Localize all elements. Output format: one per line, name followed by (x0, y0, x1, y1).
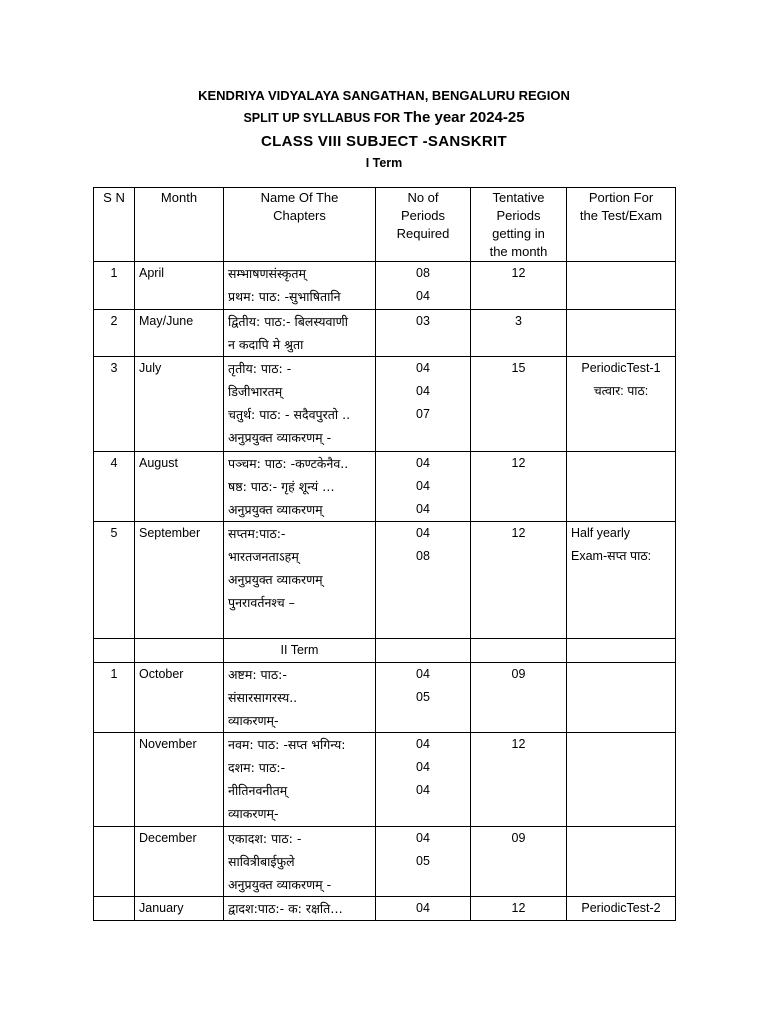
cell-line: Exam-सप्त पाठ: (571, 549, 652, 563)
cell-line: Tentative (492, 190, 545, 205)
cell-line: अनुप्रयुक्त व्याकरणम् - (228, 430, 332, 445)
cell-line: षष्ठ: पाठ:- गृहं शून्यं … (228, 479, 335, 494)
cell-line: getting in (492, 226, 545, 241)
cell-sn: 1 (94, 663, 135, 733)
cell-periods (376, 827, 471, 897)
cell-empty (376, 639, 471, 663)
cell-line: 04 (416, 526, 430, 540)
cell-line: 04 (416, 502, 430, 516)
cell-line: 04 (416, 456, 430, 470)
cell-month: May/June (135, 310, 224, 357)
cell-line: 05 (416, 690, 430, 704)
cell-tentative: 12 (471, 262, 567, 310)
cell-portion (567, 663, 676, 733)
cell-line: पुनरावर्तनश्च – (228, 595, 295, 610)
cell-line: नवम: पाठ: -सप्त भगिन्य: (228, 737, 346, 752)
col-header-sn: S N (94, 188, 135, 262)
cell-line: 04 (416, 783, 430, 797)
cell-line: 08 (416, 549, 430, 563)
cell-periods (376, 310, 471, 357)
table-row (94, 452, 676, 522)
cell-line: एकादश: पाठ: - (228, 831, 302, 846)
cell-sn (94, 827, 135, 897)
cell-tentative: 3 (471, 310, 567, 357)
cell-sn (94, 897, 135, 921)
cell-month: November (135, 733, 224, 827)
cell-periods (376, 452, 471, 522)
cell-line: 03 (416, 314, 430, 328)
cell-tentative: 12 (471, 733, 567, 827)
cell-portion (567, 733, 676, 827)
cell-tentative: 09 (471, 827, 567, 897)
cell-chapters (224, 897, 376, 921)
cell-line: नीतिनवनीतम् (228, 783, 288, 798)
cell-line: 05 (416, 854, 430, 868)
cell-line: 08 (416, 266, 430, 280)
table-row (94, 663, 676, 733)
cell-empty (567, 639, 676, 663)
cell-line: तृतीय: पाठ: - (228, 361, 292, 376)
cell-line: अनुप्रयुक्त व्याकरणम् (228, 502, 323, 517)
cell-periods (376, 733, 471, 827)
col-header-chapters (224, 188, 376, 262)
cell-line: न कदापि मे श्रुता (228, 337, 304, 352)
cell-periods (376, 357, 471, 452)
cell-line: 04 (416, 760, 430, 774)
cell-portion (567, 357, 676, 452)
cell-line: अनुप्रयुक्त व्याकरणम् - (228, 877, 332, 892)
cell-sn: 3 (94, 357, 135, 452)
cell-line: सावित्रीबाईफुले (228, 854, 295, 869)
cell-line: डिजीभारतम् (228, 384, 283, 399)
cell-sn: 2 (94, 310, 135, 357)
cell-line: चतुर्थ: पाठ: - सदैवपुरतो .. (228, 407, 351, 422)
col-header-month: Month (135, 188, 224, 262)
syllabus-table (93, 187, 676, 921)
cell-line: Periods (400, 208, 446, 223)
cell-line: 04 (416, 831, 430, 845)
cell-tentative: 09 (471, 663, 567, 733)
cell-line: चत्वार: पाठ: (593, 384, 649, 398)
cell-line: अष्टम: पाठ:- (228, 667, 287, 682)
cell-chapters (224, 357, 376, 452)
cell-periods (376, 663, 471, 733)
cell-line: 04 (416, 479, 430, 493)
cell-line: 04 (416, 361, 430, 375)
cell-line: व्याकरणम्- (228, 713, 279, 728)
cell-line: संसारसागरस्य.. (228, 690, 298, 705)
cell-chapters (224, 522, 376, 639)
cell-line: अनुप्रयुक्त व्याकरणम् (228, 572, 323, 587)
cell-line: the Test/Exam (579, 208, 663, 223)
cell-line: 04 (416, 384, 430, 398)
syllabus-title (0, 109, 768, 126)
cell-line: Periods (496, 208, 541, 223)
class-subject-title: CLASS VIII SUBJECT -SANSKRIT (261, 133, 507, 150)
table-row (94, 357, 676, 452)
cell-line: PeriodicTest-1 (581, 361, 661, 375)
cell-chapters (224, 262, 376, 310)
cell-month: August (135, 452, 224, 522)
cell-line: व्याकरणम्- (228, 806, 279, 821)
cell-month: September (135, 522, 224, 639)
cell-portion (567, 827, 676, 897)
cell-month: December (135, 827, 224, 897)
cell-line: सप्तम:पाठ:- (228, 526, 286, 541)
cell-chapters (224, 310, 376, 357)
cell-portion (567, 522, 676, 639)
cell-line: Required (396, 226, 450, 241)
table-row (94, 897, 676, 921)
term2-title: II Term (224, 639, 376, 663)
cell-line: Chapters (273, 208, 326, 223)
cell-line: पञ्चम: पाठ: -कण्टकेनैव.. (228, 456, 349, 471)
col-header-tentative (471, 188, 567, 262)
col-header-portion (567, 188, 676, 262)
cell-month: October (135, 663, 224, 733)
syllabus-title-prefix: SPLIT UP SYLLABUS FOR (243, 111, 404, 125)
col-header-periods (376, 188, 471, 262)
syllabus-year: The year 2024-25 (403, 109, 525, 126)
term2-row (94, 639, 676, 663)
cell-line: PeriodicTest-2 (581, 901, 661, 915)
cell-sn: 4 (94, 452, 135, 522)
cell-line: Portion For (588, 190, 654, 205)
cell-periods (376, 522, 471, 639)
cell-line: 04 (416, 901, 430, 915)
cell-chapters (224, 452, 376, 522)
cell-month: July (135, 357, 224, 452)
term1-title: I Term (365, 156, 403, 170)
cell-empty (135, 639, 224, 663)
cell-chapters (224, 733, 376, 827)
table-header-row (94, 188, 676, 262)
cell-line: सम्भाषणसंस्कृतम् (228, 266, 307, 281)
cell-line: 04 (416, 667, 430, 681)
cell-tentative: 12 (471, 452, 567, 522)
cell-empty (471, 639, 567, 663)
cell-line: 04 (416, 289, 430, 303)
cell-month: January (135, 897, 224, 921)
cell-line: 07 (416, 407, 430, 421)
org-title: KENDRIYA VIDYALAYA SANGATHAN, BENGALURU REGION (198, 88, 570, 103)
cell-tentative: 12 (471, 897, 567, 921)
cell-portion (567, 897, 676, 921)
cell-line: भारतजनताऽहम् (228, 549, 299, 564)
cell-line: Name Of The (260, 190, 339, 205)
table-row (94, 827, 676, 897)
table-row (94, 522, 676, 639)
cell-line: Half yearly (571, 526, 631, 540)
cell-sn (94, 733, 135, 827)
table-row (94, 262, 676, 310)
cell-portion (567, 452, 676, 522)
cell-line: No of (407, 190, 439, 205)
cell-line: द्वादश:पाठ:- क: रक्षति… (228, 901, 343, 916)
table-row (94, 310, 676, 357)
cell-line: प्रथम: पाठ: -सुभाषितानि (228, 289, 341, 304)
cell-periods (376, 262, 471, 310)
cell-line: 04 (416, 737, 430, 751)
cell-line: the month (489, 244, 548, 259)
cell-tentative: 15 (471, 357, 567, 452)
cell-chapters (224, 827, 376, 897)
cell-tentative: 12 (471, 522, 567, 639)
cell-portion (567, 262, 676, 310)
cell-chapters (224, 663, 376, 733)
cell-empty (94, 639, 135, 663)
cell-line: द्वितीय: पाठ:- बिलस्यवाणी (228, 314, 348, 329)
cell-portion (567, 310, 676, 357)
cell-sn: 5 (94, 522, 135, 639)
cell-line: दशम: पाठ:- (228, 760, 286, 775)
cell-sn: 1 (94, 262, 135, 310)
table-row (94, 733, 676, 827)
cell-month: April (135, 262, 224, 310)
cell-periods (376, 897, 471, 921)
